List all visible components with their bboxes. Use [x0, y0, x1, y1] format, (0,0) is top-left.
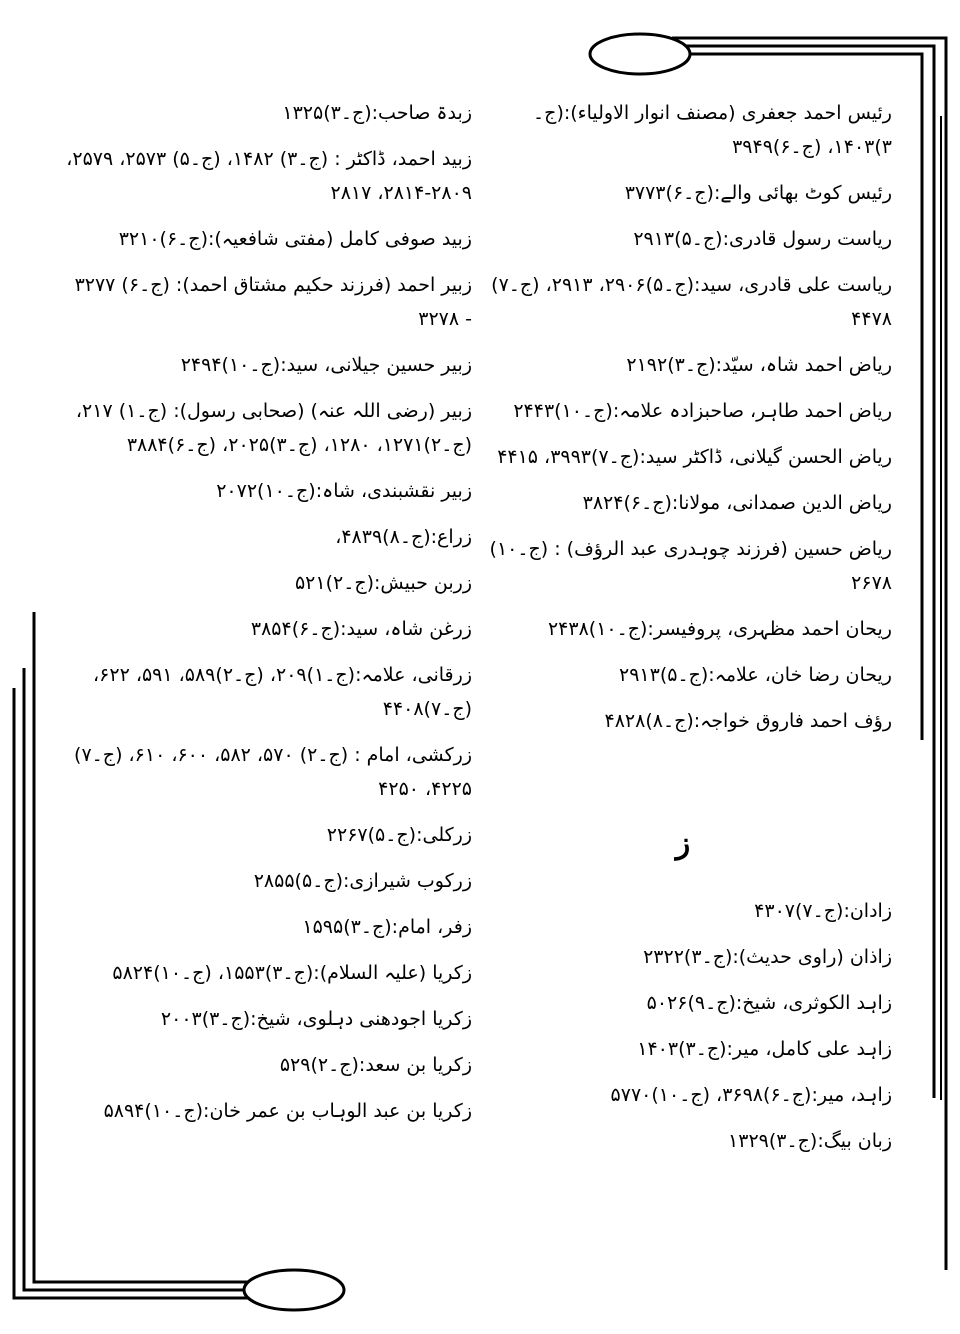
index-entry: زبیر حسین جیلانی، سید:(ج۔۱۰)۲۴۹۴ [180, 354, 472, 376]
index-entry: زاہد، میر:(ج۔۶)۳۶۹۸، (ج۔۱۰)۵۷۷۰ [610, 1084, 892, 1106]
section-letter-heading: ز [675, 826, 691, 861]
index-entry: زبیر احمد (فرزند حکیم مشتاق احمد): (ج۔۶) ۳۲۷۷ - ۳۲۷۸ [74, 274, 472, 330]
index-entry: ریحان احمد مظہری، پروفیسر:(ج۔۱۰)۲۴۳۸ [547, 618, 892, 640]
index-entry: زکریا بن سعد:(ج۔۲)۵۲۹ [279, 1054, 472, 1076]
index-entry: ریاض الحسن گیلانی، ڈاکٹر سید:(ج۔۷)۳۹۹۳، ۴۴۱۵ [497, 446, 892, 468]
index-entry: زرقانی، علامہ:(ج۔۱)۲۰۹، (ج۔۲)۵۸۹، ۵۹۱، ۶۲۲، (ج۔۷)۴۴۰۸ [93, 664, 472, 720]
index-entry: زکریا بن عبد الوہاب بن عمر خان:(ج۔۱۰)۵۸۹۴ [103, 1100, 472, 1122]
index-entry: زاہد علی کامل، میر:(ج۔۳)۱۴۰۳ [637, 1038, 892, 1060]
index-entry: زکریا (علیہ السلام):(ج۔۳)۱۵۵۳، (ج۔۱۰)۵۸۲۴ [112, 962, 472, 984]
index-entry: زبید صوفی کامل (مفتی شافعیہ):(ج۔۶)۳۲۱۰ [118, 228, 472, 250]
index-entry: زرکوب شیرازی:(ج۔۵)۲۸۵۵ [253, 870, 472, 892]
index-entry: زفر، امام:(ج۔۳)۱۵۹۵ [302, 916, 472, 938]
index-entry: رئیس کوٹ بھائی والے:(ج۔۶)۳۷۷۳ [624, 182, 892, 204]
index-entry: ریاض الدین صمدانی، مولانا:(ج۔۶)۳۸۲۴ [582, 492, 892, 514]
index-entry: زراع:(ج۔۸)۴۸۳۹، [335, 526, 472, 548]
index-entry: ریحان رضا خان، علامہ:(ج۔۵)۲۹۱۳ [619, 664, 892, 686]
index-entry: ریاست رسول قادری:(ج۔۵)۲۹۱۳ [633, 228, 892, 250]
index-entry: زبید احمد، ڈاکٹر : (ج۔۳) ۱۴۸۲، (ج۔۵) ۲۵۷۳، ۲۵۷۹، ۲۸۰۹-۲۸۱۴، ۲۸۱۷ [66, 148, 472, 204]
index-entry: زبدۃ صاحب:(ج۔۳)۱۳۲۵ [282, 102, 472, 124]
index-entry: زرکلی:(ج۔۵)۲۲۶۷ [326, 824, 472, 846]
index-entry: ریاست علی قادری، سید:(ج۔۵)۲۹۰۶، ۲۹۱۳، (ج۔۷) ۴۴۷۸ [491, 274, 892, 330]
index-entry: زبان بیگ:(ج۔۳)۱۳۲۹ [728, 1130, 892, 1152]
index-column-left [62, 96, 472, 1140]
index-entry: زکریا اجودھنی دہلوی، شیخ:(ج۔۳)۲۰۰۳ [160, 1008, 472, 1030]
index-entry: زاہد الکوثری، شیخ:(ج۔۹)۵۰۲۶ [646, 992, 892, 1014]
index-entry: زرغن شاہ، سید:(ج۔۶)۳۸۵۴ [250, 618, 472, 640]
index-entry: ریاض احمد شاہ، سیّد:(ج۔۳)۲۱۹۲ [626, 354, 892, 376]
index-column-right [474, 96, 892, 1170]
index-entry: رؤف احمد فاروق خواجہ:(ج۔۸)۴۸۲۸ [604, 710, 892, 732]
index-entry: ریاض احمد طاہر، صاحبزادہ علامہ:(ج۔۱۰)۲۴۴۳ [513, 400, 892, 422]
index-entry: زبیر (رضی اللہ عنہ) (صحابی رسول): (ج۔۱) ۲۱۷، (ج۔۲)۱۲۷۱، ۱۲۸۰، (ج۔۳)۲۰۲۵، (ج۔۶)۳۸۸۴ [75, 400, 472, 456]
index-entry: رئیس احمد جعفری (مصنف انوار الاولیاء):(ج۔۳)۱۴۰۳، (ج۔۶)۳۹۴۹ [533, 102, 892, 158]
index-entry: زربن حبیش:(ج۔۲)۵۲۱ [294, 572, 472, 594]
index-entry: زرکشی، امام : (ج۔۲) ۵۷۰، ۵۸۲، ۶۰۰، ۶۱۰، (ج۔۷) ۴۲۲۵، ۴۲۵۰ [74, 744, 472, 800]
index-entry: زادان:(ج۔۷)۴۳۰۷ [754, 900, 892, 922]
index-entry: زبیر نقشبندی، شاہ:(ج۔۱۰)۲۰۷۲ [216, 480, 472, 502]
index-entry: زاذان (راوی حدیث):(ج۔۳)۲۳۲۲ [643, 946, 892, 968]
index-entry: ریاض حسین (فرزند چوہدری عبد الرؤف) : (ج۔۱۰) ۲۶۷۸ [489, 538, 892, 594]
